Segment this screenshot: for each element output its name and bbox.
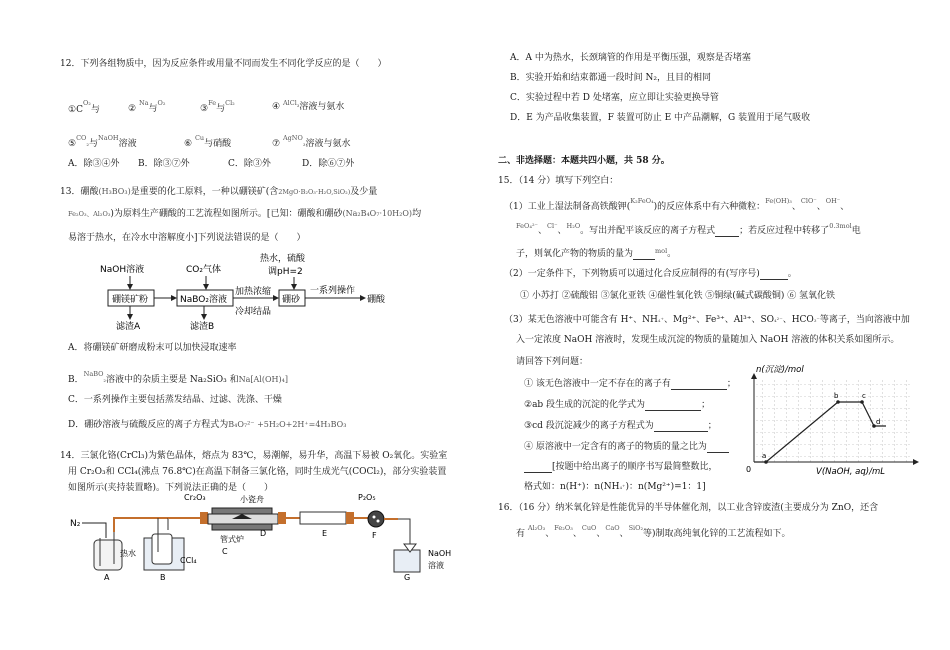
q13-option-d[interactable]: D．硼砂溶液与硫酸反应的离子方程式为B₄O₇²⁻ +5H₂O+2H⁺=4H₃BO₃ [68, 420, 347, 430]
q15-answer-8[interactable] [524, 463, 552, 473]
q15-p1-line1: （1）工业上湿法制备高铁酸钾($^{K_2FeO_4}$)的反应体系中有六种微粒：$^{Fe(OH)_3}$、$^{ClO^-}$、$^{OH^-}$、 [504, 197, 850, 212]
app-label-g: G [404, 573, 411, 582]
q15-answer-3[interactable] [760, 270, 788, 280]
graph-point-a: a [762, 452, 767, 460]
app-label-e: E [322, 529, 328, 538]
flow-residue-a: 滤渣A [116, 322, 141, 330]
q12-item-7: ⑦ $^{AgNO}$₃溶液与氨水 [272, 134, 351, 149]
app-furnace-label: 管式炉 [220, 535, 244, 544]
q15-p3-line3: 请回答下列问题： [516, 357, 589, 367]
app-sol: 溶液 [428, 561, 444, 570]
flow-box2-label: NaBO₂溶液 [180, 295, 227, 305]
app-n2: N₂ [70, 519, 81, 529]
flow-step2: 冷却结晶 [235, 307, 272, 317]
q15-answer-6[interactable] [654, 422, 708, 432]
graph-ylabel: n(沉淀)/mol [756, 365, 804, 375]
graph-point-b: b [834, 392, 839, 400]
graph-point-d: d [876, 418, 881, 426]
q12-option-c[interactable]: C．除③外 [228, 159, 271, 169]
q12-option-d[interactable]: D．除⑥⑦外 [302, 159, 355, 169]
q13-line-3: 易溶于热水，在冷水中溶解度小]下列说法错误的是（ ） [68, 233, 306, 243]
q12-item-2: ② $^{Na}$与$^{O_2}$ [128, 99, 166, 114]
q13-option-c[interactable]: C．一系列操作主要包括蒸发结晶、过滤、洗涤、干燥 [68, 395, 282, 405]
section-2-heading: 二、非选择题：本题共四小题，共 58 分。 [498, 156, 670, 166]
q15-p2-list: ① 小苏打 ②硫酸铝 ③氯化亚铁 ④磁性氧化铁 ⑤铜绿(碱式碳酸铜) ⑥ 氢氧化铁 [520, 291, 836, 301]
flow-naoh: NaOH溶液 [100, 265, 145, 275]
q13-flow-diagram [100, 250, 430, 330]
q15-answer-4[interactable] [671, 380, 727, 390]
q16-line-1: 16．（16 分）纳米氧化锌是性能优异的半导体催化剂，以工业含锌废渣(主要成分为 ZnO，还含 [498, 503, 879, 513]
q12-option-b[interactable]: B．除③⑦外 [138, 159, 190, 169]
q15-p3-line2: 入一定浓度 NaOH 溶液时，发现生成沉淀的物质的量随加入 NaOH 溶液的体积关系如图所示。 [516, 335, 900, 345]
flow-step1: 加热浓缩 [235, 287, 272, 297]
q15-p1-line2: $^{FeO_4^{2-}}$、$^{Cl^-}$、$^{H_2O}$。写出并配平该反应的离子方程式 ；若反应过程中转移了$^{0.3mol}$电 [516, 222, 861, 236]
q15-p2: （2）一定条件下，下列物质可以通过化合反应制得的有(写序号) 。 [504, 269, 797, 279]
q15-sub-1: ① 该无色溶液中一定不存在的离子有 ； [524, 379, 736, 389]
q13-line-2: Fe₂O₃、Al₂O₃)为原料生产硼酸的工艺流程如图所示。[已知：硼酸和硼砂(Na₂B₄O₇·10H₂O)均 [68, 209, 422, 219]
q15-sub-4-hint: [按题中给出离子的顺序书写最简整数比， [524, 461, 718, 473]
q15-answer-1[interactable] [715, 227, 739, 237]
q14-option-b[interactable]: B．实验开始和结束都通一段时间 N₂，且目的相同 [510, 73, 711, 83]
q15-graph [738, 360, 928, 480]
app-drying-f [368, 511, 384, 527]
flow-ph: 调pH=2 [268, 267, 303, 277]
q15-head: 15．（14 分）填写下列空白： [498, 176, 619, 186]
app-tube-e [300, 512, 346, 524]
q15-answer-7[interactable] [707, 443, 729, 453]
flow-co2: CO₂气体 [186, 265, 221, 275]
app-naoh: NaOH [428, 549, 452, 558]
q12-item-6: ⑥ $^{Cu}$与硝酸 [184, 134, 232, 149]
q15-sub-3: ③cd 段沉淀减少的离子方程式为 ； [524, 421, 717, 431]
app-label-c: C [222, 547, 228, 556]
q15-p1-line3: 子，则氧化产物的物质的量为 $^{mol}$。 [516, 247, 677, 259]
app-beaker-g [394, 550, 420, 572]
app-ccl4: CCl₄ [180, 556, 197, 565]
q15-sub-4-format: 格式如：n(H⁺)：n(NH₄⁺)：n(Mg²⁺)=1：1] [524, 482, 706, 492]
q13-line-1: 13．硼酸(H₃BO₃)是重要的化工原料，一种以硼镁矿(含2MgO·B₂O₃·H₂O,SiO₂)及少量 [60, 187, 378, 197]
q15-sub-4: ④ 原溶液中一定含有的离子的物质的量之比为 [524, 441, 729, 453]
q12-item-3: ③$^{Fe}$与$^{Cl_2}$ [200, 99, 235, 114]
graph-point-c: c [862, 392, 866, 400]
q15-answer-2[interactable] [633, 250, 655, 260]
graph-xlabel: V(NaOH, aq)/mL [816, 467, 885, 477]
app-label-f: F [372, 531, 377, 540]
q14-line-2: 用 Cr₂O₃和 CCl₄(沸点 76.8℃)在高温下制备三氯化铬，同时生成光气(COCl₂)，部分实验装置 [68, 467, 447, 477]
q12-option-a[interactable]: A．除③④外 [68, 159, 120, 169]
app-label-b: B [160, 573, 166, 582]
q16-line-2: 有 $^{Al_2O_3}$、$^{Fe_2O_3}$、$^{CuO}$、$^{CaO}$、$^{SiO_2}$等)制取高纯氧化锌的工艺流程如下。 [516, 524, 791, 539]
q12-item-1: $①C^{O_2}$与 [68, 99, 100, 115]
app-label-a: A [104, 573, 110, 582]
app-boat: 小瓷舟 [240, 495, 264, 504]
app-label-d: D [260, 529, 267, 538]
app-bottle-a [94, 540, 122, 570]
q13-option-b[interactable]: B．$^{NaBO}$₂溶液中的杂质主要是 Na₂SiO₃ 和Na[Al(OH)₄] [68, 370, 288, 385]
flow-box1-label: 硼镁矿粉 [112, 295, 149, 305]
flow-product: 硼酸 [367, 295, 386, 305]
app-cr2o3: Cr₂O₃ [184, 493, 206, 502]
flow-residue-b: 滤渣B [190, 322, 215, 330]
q14-option-d[interactable]: D．E 为产品收集装置，F 装置可防止 E 中产品潮解，G 装置用于尾气吸收 [510, 113, 811, 123]
q12-item-5: ⑤$^{CO}$₂与$^{NaOH}$溶液 [68, 134, 137, 149]
graph-origin: 0 [746, 465, 752, 474]
q15-sub-2: ②ab 段生成的沉淀的化学式为 ； [524, 400, 711, 410]
q12-item-4: ④ $^{AlCl_3}$溶液与氨水 [272, 99, 345, 112]
app-p2o5: P₂O₅ [358, 493, 376, 502]
flow-step3: 一系列操作 [310, 286, 356, 296]
q14-option-a[interactable]: A．A 中为热水，长颈璃管的作用是平衡压强，观察是否堵塞 [510, 53, 751, 63]
q14-line-3: 如图所示(夹持装置略)。下列说法正确的是（ ） [68, 483, 274, 493]
q13-option-a[interactable]: A．将硼镁矿研磨成粉末可以加快浸取速率 [68, 343, 237, 353]
q14-apparatus-diagram [64, 492, 454, 582]
flow-hot: 热水，硫酸 [260, 254, 306, 264]
q15-p3-line1: （3）某无色溶液中可能含有 H⁺、NH₄⁺、Mg²⁺、Fe³⁺、Al³⁺、SO₄²⁻、HCO₃⁻等离子，当向溶液中加 [504, 315, 910, 325]
q14-option-c[interactable]: C．实验过程中若 D 处堵塞，应立即让实验更换导管 [510, 93, 719, 103]
app-hotwater: 热水 [120, 549, 136, 558]
q12-stem: 12．下列各组物质中，因为反应条件或用量不同而发生不同化学反应的是（ ） [60, 59, 387, 69]
flow-box3-label: 硼砂 [282, 295, 301, 305]
q14-line-1: 14．三氯化铬(CrCl₃)为紫色晶体，熔点为 83℃，易潮解，易升华，高温下易被 O₂氧化。实验室 [60, 451, 448, 461]
q15-answer-5[interactable] [645, 401, 701, 411]
